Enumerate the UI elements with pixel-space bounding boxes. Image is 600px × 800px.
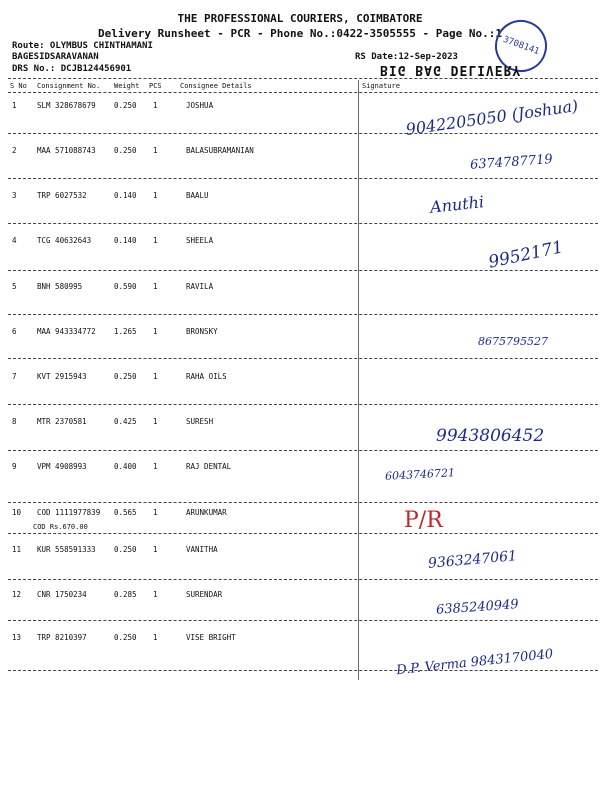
row-consignee: RAHA OILS [186, 372, 227, 381]
row-consignee: VISE BRIGHT [186, 633, 236, 642]
row-pcs: 1 [153, 282, 158, 291]
row-divider [8, 314, 598, 315]
number-stamp: 3708141 [488, 13, 555, 80]
row-consignee: JOSHUA [186, 101, 214, 110]
row-signature: 6374787719 [469, 152, 554, 173]
row-consignee: RAJ DENTAL [186, 462, 232, 471]
row-signature: 6385240949 [435, 597, 520, 618]
row-sno: 6 [12, 327, 17, 336]
row-signature: 8675795527 [478, 335, 548, 348]
row-pcs: 1 [153, 590, 158, 599]
row-weight: 0.285 [114, 590, 137, 599]
row-consignment: TCG 40632643 [37, 236, 92, 245]
col-header-sno: S No [10, 82, 27, 90]
company-title: THE PROFESSIONAL COURIERS, COIMBATORE [177, 12, 423, 25]
row-pcs: 1 [153, 236, 158, 245]
row-signature: P/R [404, 508, 443, 533]
col-header-signature: Signature [362, 82, 400, 90]
row-pcs: 1 [153, 146, 158, 155]
rs-date: RS Date:12-Sep-2023 [355, 52, 458, 62]
row-consignee: ARUNKUMAR [186, 508, 227, 517]
row-consignment: MTR 2370581 [37, 417, 87, 426]
big-bag-delivery-stamp: BIG BAG DELIVERY [380, 62, 522, 77]
row-weight: 0.590 [114, 282, 137, 291]
runsheet-subtitle: Delivery Runsheet - PCR - Phone No.:0422-3505555 - Page No.:1 [98, 27, 502, 40]
row-sno: 3 [12, 191, 17, 200]
row-consignment: VPM 4908993 [37, 462, 87, 471]
row-weight: 0.140 [114, 236, 137, 245]
row-divider [8, 178, 598, 179]
cod-amount: COD Rs.670.00 [33, 523, 88, 531]
row-consignment: CNR 1750234 [37, 590, 87, 599]
row-pcs: 1 [153, 633, 158, 642]
row-divider [8, 502, 598, 503]
row-divider [8, 670, 598, 671]
row-consignment: SLM 328678679 [37, 101, 96, 110]
row-consignee: BRONSKY [186, 327, 218, 336]
row-pcs: 1 [153, 372, 158, 381]
row-pcs: 1 [153, 545, 158, 554]
row-pcs: 1 [153, 508, 158, 517]
row-weight: 0.565 [114, 508, 137, 517]
row-signature: 9042205050 (Joshua) [404, 95, 580, 140]
row-sno: 7 [12, 372, 17, 381]
row-divider [8, 270, 598, 271]
col-header-consignment: Consignment No. [37, 82, 101, 90]
row-signature: 9363247061 [427, 548, 518, 572]
row-sno: 13 [12, 633, 22, 642]
col-header-consignee: Consignee Details [180, 82, 252, 90]
row-signature: 6043746721 [384, 466, 456, 483]
row-signature: 9952171 [486, 237, 565, 273]
row-sno: 8 [12, 417, 17, 426]
row-sno: 9 [12, 462, 17, 471]
row-sno: 2 [12, 146, 17, 155]
row-divider [8, 533, 598, 534]
row-sno: 1 [12, 101, 17, 110]
row-consignment: KUR 558591333 [37, 545, 96, 554]
row-weight: 0.400 [114, 462, 137, 471]
route-label: Route: OLYMBUS CHINTHAMANI [12, 41, 153, 51]
row-divider [8, 358, 598, 359]
agent-name: BAGESIDSARAVANAN [12, 52, 99, 62]
row-weight: 0.250 [114, 101, 137, 110]
row-weight: 0.250 [114, 146, 137, 155]
row-consignment: COD 1111977839 [37, 508, 101, 517]
row-weight: 0.425 [114, 417, 137, 426]
header-top-divider [8, 78, 598, 79]
row-weight: 0.250 [114, 372, 137, 381]
row-signature: Anuthi [429, 192, 485, 217]
row-weight: 1.265 [114, 327, 137, 336]
row-weight: 0.250 [114, 545, 137, 554]
row-sno: 5 [12, 282, 17, 291]
row-consignment: KVT 2915943 [37, 372, 87, 381]
row-consignee: SHEELA [186, 236, 214, 245]
row-consignee: BALASUBRAMANIAN [186, 146, 254, 155]
row-divider [8, 223, 598, 224]
row-divider [8, 620, 598, 621]
row-consignment: TRP 6027532 [37, 191, 87, 200]
row-divider [8, 133, 598, 134]
header-bottom-divider [8, 92, 598, 93]
row-signature: 9943806452 [436, 426, 545, 446]
row-divider [8, 404, 598, 405]
row-pcs: 1 [153, 417, 158, 426]
row-divider [8, 450, 598, 451]
signature-column-border [358, 80, 359, 680]
col-header-weight: Weight [114, 82, 140, 90]
row-sno: 10 [12, 508, 22, 517]
row-signature: D.P. Verma 9843170040 [395, 646, 554, 679]
row-pcs: 1 [153, 101, 158, 110]
row-consignee: SURENDAR [186, 590, 223, 599]
row-pcs: 1 [153, 191, 158, 200]
col-header-pcs: PCS [149, 82, 162, 90]
row-consignment: MAA 943334772 [37, 327, 96, 336]
row-pcs: 1 [153, 327, 158, 336]
row-consignee: RAVILA [186, 282, 214, 291]
row-sno: 12 [12, 590, 22, 599]
row-consignee: SURESH [186, 417, 214, 426]
row-pcs: 1 [153, 462, 158, 471]
drs-number: DRS No.: DCJB124456901 [12, 64, 132, 74]
row-sno: 4 [12, 236, 17, 245]
row-sno: 11 [12, 545, 22, 554]
row-consignment: MAA 571088743 [37, 146, 96, 155]
row-weight: 0.140 [114, 191, 137, 200]
row-consignee: VANITHA [186, 545, 218, 554]
row-consignee: BAALU [186, 191, 209, 200]
row-divider [8, 579, 598, 580]
row-weight: 0.250 [114, 633, 137, 642]
row-consignment: BNH 580995 [37, 282, 83, 291]
row-consignment: TRP 8210397 [37, 633, 87, 642]
